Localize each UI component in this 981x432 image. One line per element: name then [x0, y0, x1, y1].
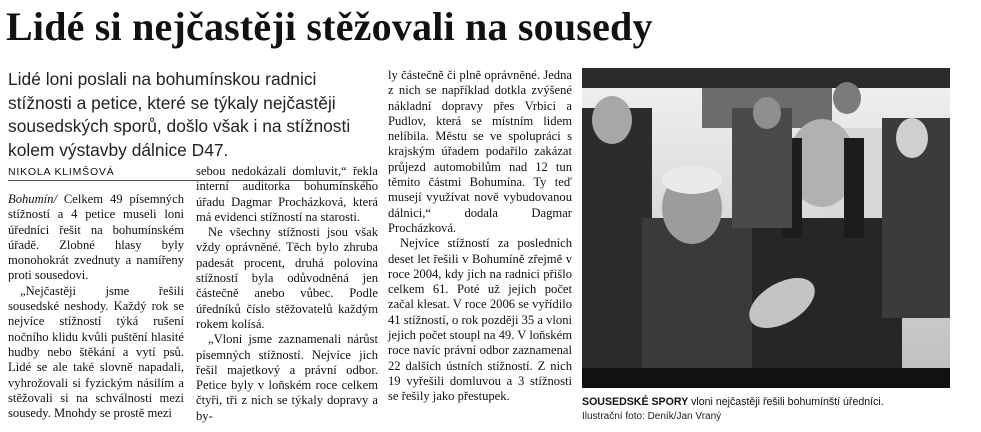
paragraph: sebou nedokázali domluvit,“ řekla interní auditorka bohumínského úřadu Dagmar Procházková, která má evidenci stížností na starosti.	[196, 164, 378, 224]
caption-text: vloni nejčastěji řešili bohumínští úředníci.	[688, 396, 884, 408]
byline: NIKOLA KLIMŠOVÁ	[8, 166, 373, 181]
paragraph: Nejvíce stížností za posledních deset let řešili v Bohumíně zřejmě v roce 2004, kdy jich na radnici přišlo celkem 61. Poté už jejich počet začal klesat. V roce 2006 se vyřídilo 41 stížností, o rok později 35 a vloni jejich počet stoupl na 49. V loňském roce navíc právní odbor zaznamenal 22 dalších ústních stížností. Z nich 19 vyřešili domluvou a 3 stížnosti se řešily jako přestupek.	[388, 236, 572, 404]
article-column-1	[8, 192, 184, 421]
caption-label: SOUSEDSKÉ SPORY	[582, 396, 689, 408]
paragraph: Ne všechny stížnosti jsou však vždy oprávněné. Těch bylo zhruba padesát procent, druhá polovina stížností byla odůvodněná jen částečně anebo vůbec. Podle úředníků číslo stěžovatelů každým rokem kolísá.	[196, 225, 378, 331]
paragraph-text: Celkem 49 písemných stížností a 4 petice museli loni úředníci řešit na bohumínském úřadě. Zlobné hlasy byly monohokrát zvednuty a namířeny proti sousedovi.	[8, 192, 184, 283]
paragraph	[8, 192, 184, 284]
paragraph: „Nejčastěji jsme řešili sousedské neshody. Každý rok se nejvíce stížností týká rušení nočního klidu kvůli puštění hlasité hudby nebo štěkání a vytí psů. Lidé se ale také slovně napadali, vyhrožovali si fyzickým násilím a stěžovali si na schválnosti mezi sousedy. Mnohdy se prostě mezi	[8, 283, 184, 421]
headline: Lidé si nejčastěji stěžovali na sousedy	[6, 4, 653, 49]
lead-paragraph: Lidé loni poslali na bohumínskou radnici stížnosti a petice, které se týkaly nejčastěji sousedských sporů, došlo však i na stížnosti kolem výstavby dálnice D47.	[8, 69, 351, 160]
photo-illustration	[582, 68, 950, 388]
photo-credit: Ilustrační foto: Deník/Jan Vraný	[582, 411, 722, 422]
article-column-3	[388, 68, 572, 405]
news-photo	[582, 68, 950, 388]
paragraph: „Vloni jsme zaznamenali nárůst písemných stížností. Nejvíce jich řešil majetkový a právní odbor. Petice byly v loňském roce celkem čtyři, tři z nich se týkaly dopravy a by-	[196, 332, 378, 423]
place-name: Bohumín/	[8, 192, 57, 206]
photo-caption	[582, 395, 972, 409]
article-column-2	[196, 164, 378, 424]
paragraph: ly částečně či plně oprávněné. Jedna z nich se například dotkla zvýšené nákladní dopravy přes Vrbici a Pudlov, která se místním lidem nelíbila. Městu se ve spolupráci s krajským úřadem podařilo zakázat průjezd automobilům nad 12 tun těmito částmi Bohumína. Ty teď musejí využívat nově vybudovanou dálnici,“ dodala Dagmar Procházková.	[388, 68, 572, 235]
